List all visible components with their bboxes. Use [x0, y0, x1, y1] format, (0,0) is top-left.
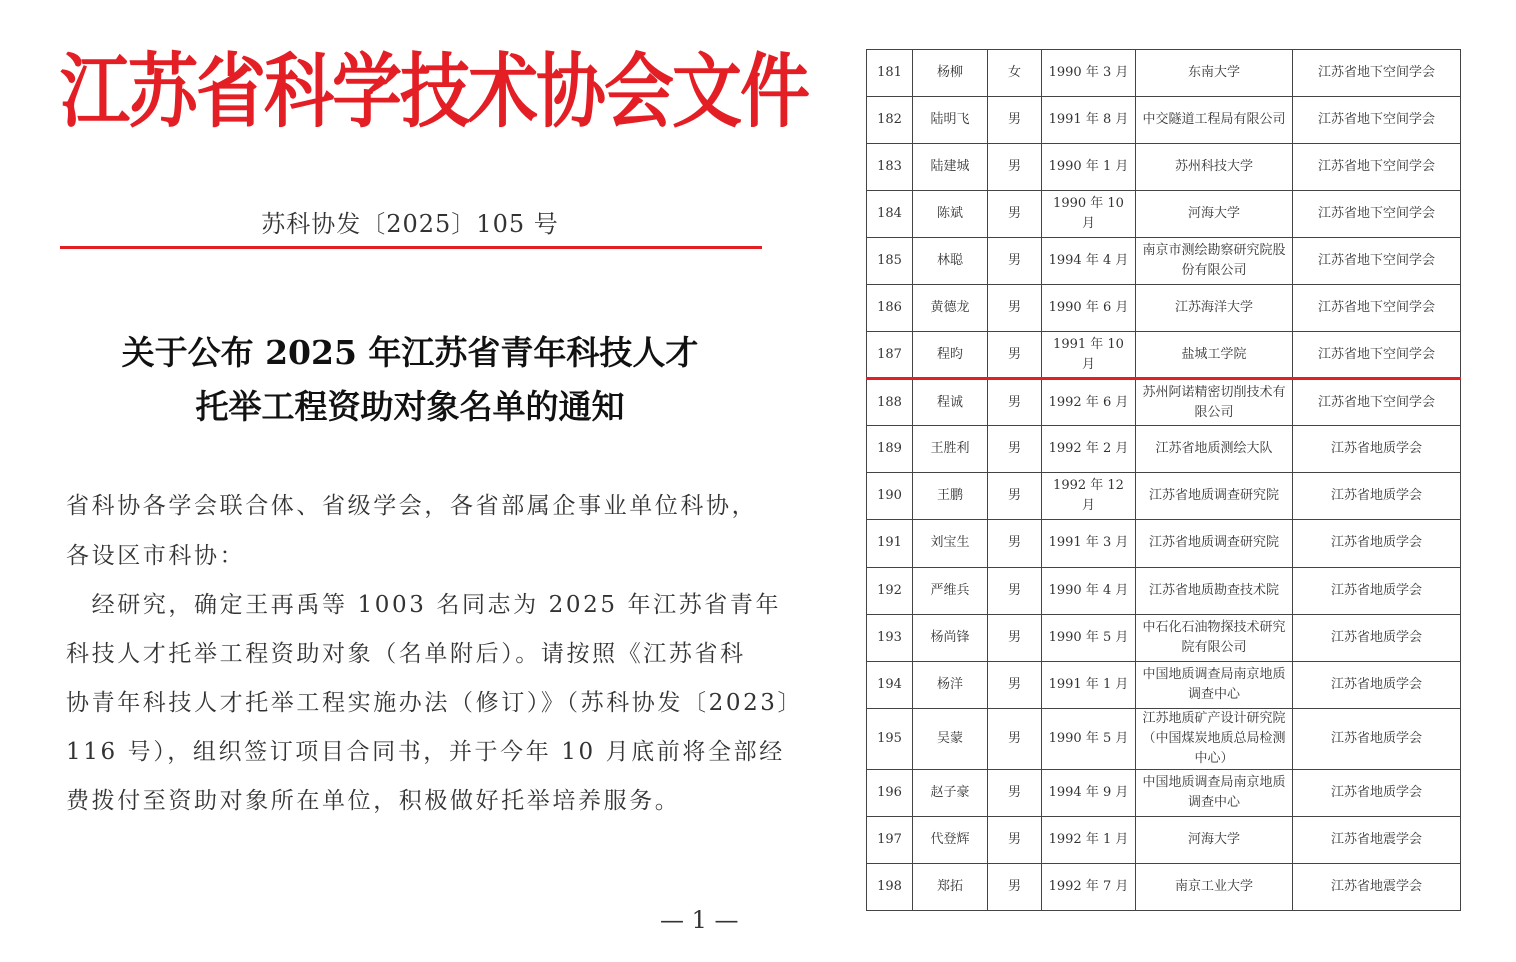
work-unit: 中国地质调查局南京地质调查中心 — [1136, 661, 1293, 708]
gender: 男 — [988, 97, 1042, 144]
table-row — [867, 97, 1461, 144]
body-line: 116 号），组织签订项目合同书，并于今年 10 月底前将全部经 — [66, 739, 785, 765]
recommending-society: 江苏省地震学会 — [1293, 816, 1461, 863]
birth-date: 1994 年 9 月 — [1042, 769, 1136, 816]
birth-date: 1991 年 1 月 — [1042, 661, 1136, 708]
row-number: 196 — [867, 769, 913, 816]
table-row — [867, 816, 1461, 863]
row-number: 186 — [867, 285, 913, 332]
birth-date: 1991 年 10 月 — [1042, 332, 1136, 379]
gender: 男 — [988, 567, 1042, 614]
person-name: 吴蒙 — [913, 708, 988, 769]
recommending-society: 江苏省地质学会 — [1293, 661, 1461, 708]
table-row — [867, 50, 1461, 97]
work-unit: 中国地质调查局南京地质调查中心 — [1136, 769, 1293, 816]
gender: 男 — [988, 473, 1042, 520]
recommending-society: 江苏省地质学会 — [1293, 426, 1461, 473]
work-unit: 江苏省地质调查研究院 — [1136, 473, 1293, 520]
birth-date: 1994 年 4 月 — [1042, 238, 1136, 285]
gender: 男 — [988, 614, 1042, 661]
birth-date: 1992 年 1 月 — [1042, 816, 1136, 863]
gender: 男 — [988, 769, 1042, 816]
work-unit: 南京市测绘勘察研究院股份有限公司 — [1136, 238, 1293, 285]
person-name: 黄德龙 — [913, 285, 988, 332]
table-row — [867, 661, 1461, 708]
person-name: 赵子豪 — [913, 769, 988, 816]
gender: 男 — [988, 426, 1042, 473]
gender: 男 — [988, 661, 1042, 708]
row-number: 181 — [867, 50, 913, 97]
recommending-society: 江苏省地质学会 — [1293, 567, 1461, 614]
row-number: 192 — [867, 567, 913, 614]
recommending-society: 江苏省地下空间学会 — [1293, 144, 1461, 191]
table-row — [867, 332, 1461, 379]
birth-date: 1990 年 4 月 — [1042, 567, 1136, 614]
document-number: 苏科协发〔2025〕105 号 — [261, 210, 559, 238]
row-number: 193 — [867, 614, 913, 661]
table-row — [867, 567, 1461, 614]
recommending-society: 江苏省地质学会 — [1293, 520, 1461, 567]
work-unit: 苏州科技大学 — [1136, 144, 1293, 191]
table-row — [867, 144, 1461, 191]
recommending-society: 江苏省地下空间学会 — [1293, 238, 1461, 285]
work-unit: 河海大学 — [1136, 816, 1293, 863]
gender: 男 — [988, 816, 1042, 863]
notice-title-line-2: 托举工程资助对象名单的通知 — [195, 387, 625, 426]
recommending-society: 江苏省地质学会 — [1293, 769, 1461, 816]
row-number: 194 — [867, 661, 913, 708]
work-unit: 河海大学 — [1136, 191, 1293, 238]
body-line: 各设区市科协： — [66, 543, 246, 569]
recommending-society: 江苏省地下空间学会 — [1293, 332, 1461, 379]
table-row — [867, 285, 1461, 332]
birth-date: 1992 年 12 月 — [1042, 473, 1136, 520]
row-number: 191 — [867, 520, 913, 567]
work-unit: 南京工业大学 — [1136, 863, 1293, 910]
person-name: 陆建城 — [913, 144, 988, 191]
row-number: 188 — [867, 379, 913, 426]
row-number: 189 — [867, 426, 913, 473]
person-name: 王胜利 — [913, 426, 988, 473]
row-number: 185 — [867, 238, 913, 285]
work-unit: 江苏海洋大学 — [1136, 285, 1293, 332]
person-name: 杨洋 — [913, 661, 988, 708]
birth-date: 1991 年 3 月 — [1042, 520, 1136, 567]
row-number: 183 — [867, 144, 913, 191]
gender: 男 — [988, 863, 1042, 910]
work-unit: 江苏省地质调查研究院 — [1136, 520, 1293, 567]
page-number: — 1 — — [660, 906, 739, 934]
work-unit: 中石化石油物探技术研究院有限公司 — [1136, 614, 1293, 661]
birth-date: 1992 年 2 月 — [1042, 426, 1136, 473]
gender: 男 — [988, 332, 1042, 379]
gender: 女 — [988, 50, 1042, 97]
row-number: 195 — [867, 708, 913, 769]
gender: 男 — [988, 708, 1042, 769]
work-unit: 东南大学 — [1136, 50, 1293, 97]
birth-date: 1990 年 10 月 — [1042, 191, 1136, 238]
table-row — [867, 863, 1461, 910]
row-number: 184 — [867, 191, 913, 238]
table-row — [867, 426, 1461, 473]
person-name: 林聪 — [913, 238, 988, 285]
body-line: 科技人才托举工程资助对象（名单附后）。请按照《江苏省科 — [66, 641, 746, 667]
recommending-society: 江苏省地震学会 — [1293, 863, 1461, 910]
person-name: 郑拓 — [913, 863, 988, 910]
row-number: 187 — [867, 332, 913, 379]
person-name: 程昀 — [913, 332, 988, 379]
birth-date: 1990 年 5 月 — [1042, 708, 1136, 769]
birth-date: 1990 年 5 月 — [1042, 614, 1136, 661]
birth-date: 1990 年 3 月 — [1042, 50, 1136, 97]
person-name: 杨柳 — [913, 50, 988, 97]
person-name: 刘宝生 — [913, 520, 988, 567]
row-number: 197 — [867, 816, 913, 863]
table-row — [867, 708, 1461, 769]
table-row — [867, 238, 1461, 285]
row-number: 190 — [867, 473, 913, 520]
body-line: 协青年科技人才托举工程实施办法（修订）》（苏科协发〔2023〕 — [66, 690, 804, 716]
recommending-society: 江苏省地下空间学会 — [1293, 97, 1461, 144]
gender: 男 — [988, 520, 1042, 567]
recommending-society: 江苏省地质学会 — [1293, 473, 1461, 520]
work-unit: 江苏省地质勘查技术院 — [1136, 567, 1293, 614]
person-name: 程诚 — [913, 379, 988, 426]
table-row — [867, 379, 1461, 426]
person-name: 代登辉 — [913, 816, 988, 863]
work-unit: 江苏地质矿产设计研究院（中国煤炭地质总局检测中心） — [1136, 708, 1293, 769]
gender: 男 — [988, 191, 1042, 238]
red-divider — [60, 246, 762, 249]
table-row — [867, 520, 1461, 567]
work-unit: 苏州阿诺精密切削技术有限公司 — [1136, 379, 1293, 426]
work-unit: 中交隧道工程局有限公司 — [1136, 97, 1293, 144]
birth-date: 1992 年 6 月 — [1042, 379, 1136, 426]
gender: 男 — [988, 238, 1042, 285]
body-line: 费拨付至资助对象所在单位，积极做好托举培养服务。 — [66, 788, 681, 814]
recommending-society: 江苏省地质学会 — [1293, 614, 1461, 661]
birth-date: 1991 年 8 月 — [1042, 97, 1136, 144]
table-row — [867, 191, 1461, 238]
gender: 男 — [988, 285, 1042, 332]
recommending-society: 江苏省地下空间学会 — [1293, 50, 1461, 97]
birth-date: 1990 年 1 月 — [1042, 144, 1136, 191]
person-name: 陆明飞 — [913, 97, 988, 144]
recommending-society: 江苏省地下空间学会 — [1293, 191, 1461, 238]
table-row — [867, 769, 1461, 816]
row-number: 182 — [867, 97, 913, 144]
notice-title-line-1: 关于公布 2025 年江苏省青年科技人才 — [121, 333, 699, 372]
gender: 男 — [988, 379, 1042, 426]
person-name: 王鹏 — [913, 473, 988, 520]
gender: 男 — [988, 144, 1042, 191]
table-row — [867, 473, 1461, 520]
birth-date: 1990 年 6 月 — [1042, 285, 1136, 332]
birth-date: 1992 年 7 月 — [1042, 863, 1136, 910]
table-row — [867, 614, 1461, 661]
person-name: 陈斌 — [913, 191, 988, 238]
body-line: 经研究，确定王再禹等 1003 名同志为 2025 年江苏省青年 — [66, 592, 782, 618]
recommending-society: 江苏省地下空间学会 — [1293, 285, 1461, 332]
body-line: 省科协各学会联合体、省级学会，各省部属企事业单位科协， — [66, 493, 758, 519]
recommending-society: 江苏省地下空间学会 — [1293, 379, 1461, 426]
org-header-title: 江苏省科学技术协会文件 — [60, 44, 808, 139]
person-name: 严维兵 — [913, 567, 988, 614]
person-name: 杨尚锋 — [913, 614, 988, 661]
recommending-society: 江苏省地质学会 — [1293, 708, 1461, 769]
work-unit: 江苏省地质测绘大队 — [1136, 426, 1293, 473]
work-unit: 盐城工学院 — [1136, 332, 1293, 379]
awardee-table — [866, 49, 1461, 911]
row-number: 198 — [867, 863, 913, 910]
